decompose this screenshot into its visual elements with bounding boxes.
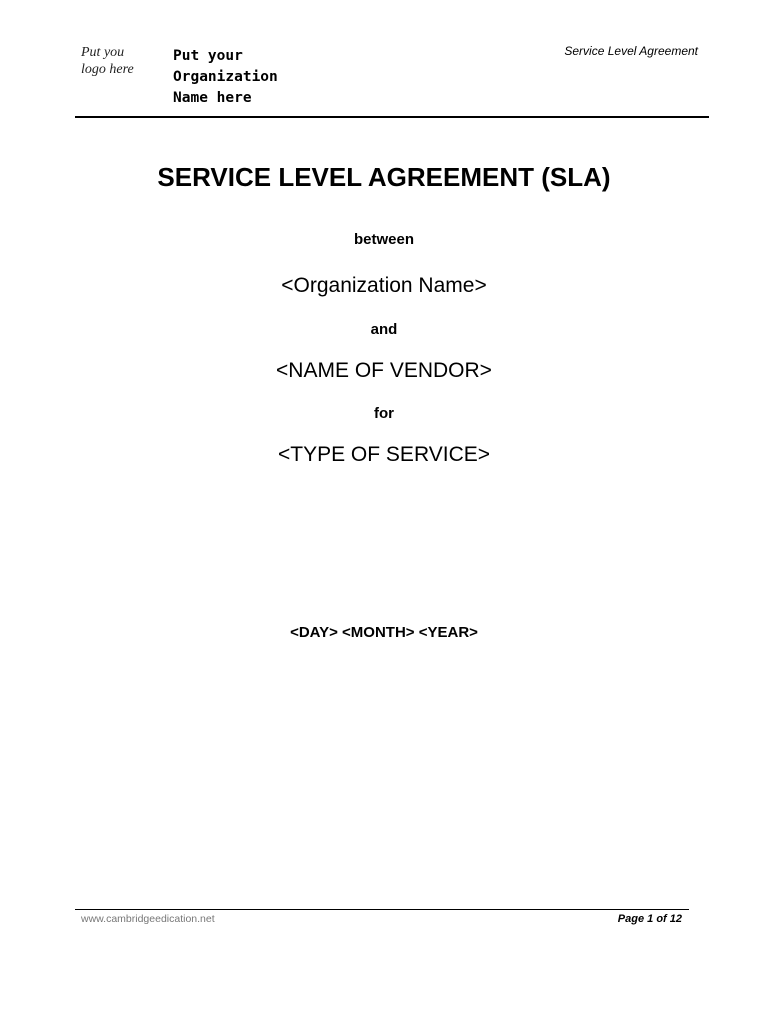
page-title: SERVICE LEVEL AGREEMENT (SLA) [157,162,611,192]
header-document-title: Service Level Agreement [564,44,698,58]
logo-placeholder-line2: logo here [81,62,134,77]
vendor-name: <NAME OF VENDOR> [276,359,492,382]
org-placeholder-line1: Put your [173,48,243,64]
organization-name-placeholder [173,46,333,109]
and-label: and [370,321,398,338]
footer-website: www.cambridgeedication.net [81,913,215,925]
footer-divider [75,909,689,910]
org-placeholder-line3: Name here [173,90,252,106]
org-placeholder-line2: Organization [173,69,278,85]
page-number: Page 1 of 12 [617,913,682,925]
logo-placeholder [81,44,161,78]
agreement-date: <DAY> <MONTH> <YEAR> [290,624,478,641]
logo-placeholder-line1: Put you [81,45,125,60]
organization-name: <Organization Name> [281,274,487,297]
header-divider [75,116,709,118]
service-type: <TYPE OF SERVICE> [277,443,491,466]
between-label: between [353,231,414,248]
for-label: for [374,405,394,422]
